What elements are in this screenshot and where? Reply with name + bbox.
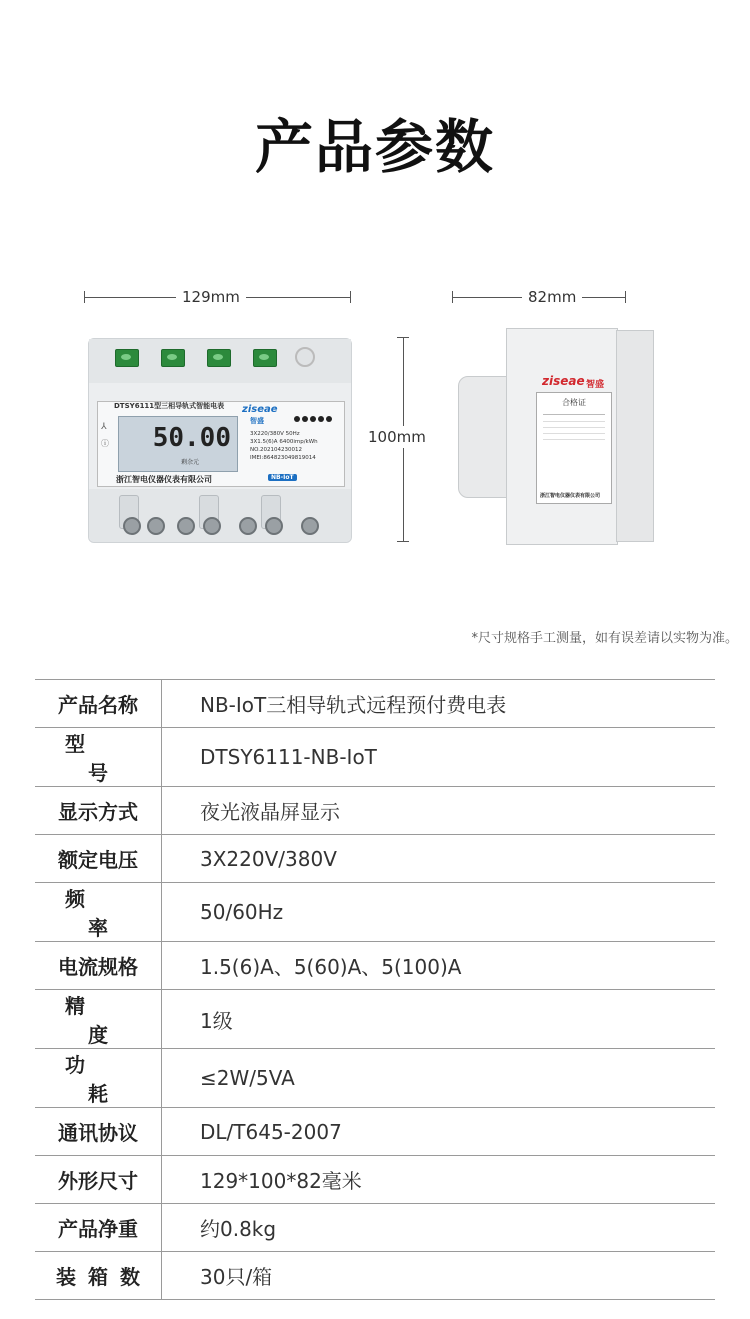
spec-value: 1.5(6)A、5(60)A、5(100)A	[200, 955, 462, 979]
spec-label: 装箱数	[56, 1265, 152, 1289]
phase-icon: ⅄	[101, 422, 107, 432]
meter-company: 浙江智电仪器仪表有限公司	[116, 475, 212, 484]
spec-value: DL/T645-2007	[200, 1119, 342, 1144]
meter-panel	[97, 401, 345, 487]
spec-label: 产品名称	[35, 680, 162, 728]
certificate-company: 浙江智电仪器仪表有限公司	[540, 493, 601, 499]
table-row	[35, 990, 715, 1049]
meter-spec-lines	[250, 430, 318, 462]
page-title: 产品参数	[254, 113, 495, 181]
spec-value: ≤2W/5VA	[200, 1066, 295, 1090]
table-row	[35, 883, 715, 942]
spec-value: 夜光液晶屏显示	[200, 800, 340, 824]
table-row	[35, 1156, 715, 1204]
meter-front-image	[88, 338, 352, 543]
table-row	[35, 728, 715, 787]
measurement-note: *尺寸规格手工测量，如有误差请以实物为准。	[471, 631, 738, 646]
spec-value: 129*100*82毫米	[200, 1169, 362, 1193]
meter-side-image	[458, 328, 652, 543]
spec-value: DTSY6111-NB-IoT	[200, 745, 377, 769]
depth-label: 82mm	[522, 288, 582, 306]
lcd-screen	[118, 416, 238, 472]
side-brand-cn: 智盛	[586, 380, 605, 390]
table-row	[35, 1252, 715, 1300]
spec-label: 频率	[65, 887, 154, 940]
table-row	[35, 835, 715, 883]
spec-label: 产品净重	[35, 1204, 162, 1252]
spec-value: 30只/箱	[200, 1265, 273, 1289]
height-label: 100mm	[364, 426, 430, 448]
spec-line: 3X220/380V 50Hz	[250, 431, 300, 437]
spec-label: 精度	[65, 994, 154, 1047]
spec-line: 3X1.5(6)A 6400imp/kWh	[250, 439, 318, 445]
table-divider-tail	[161, 1258, 162, 1280]
lcd-value: 50.00	[152, 423, 231, 453]
info-icon: ⓘ	[101, 439, 109, 448]
spec-label: 型号	[65, 732, 154, 785]
spec-value: 50/60Hz	[200, 900, 284, 924]
table-row	[35, 680, 715, 728]
meter-model-label: DTSY6111型三相导轨式智能电表	[114, 402, 225, 410]
spec-line: NO.202104230012	[250, 447, 302, 453]
spec-label: 显示方式	[35, 787, 162, 835]
spec-value: NB-IoT三相导轨式远程预付费电表	[200, 693, 507, 717]
table-row	[35, 1204, 715, 1252]
certificate-card	[536, 392, 612, 504]
certificate-title: 合格证	[562, 398, 586, 407]
spec-label: 功耗	[65, 1053, 154, 1106]
nb-iot-badge: NB-IoT	[268, 474, 297, 481]
spec-value: 1级	[200, 1008, 233, 1033]
spec-label: 电流规格	[35, 942, 162, 990]
spec-label: 通讯协议	[35, 1108, 162, 1156]
spec-value: 约0.8kg	[200, 1217, 277, 1241]
spec-label: 外形尺寸	[35, 1156, 162, 1204]
indicator-leds	[294, 407, 332, 426]
spec-value: 3X220V/380V	[200, 846, 337, 871]
table-row	[35, 942, 715, 990]
spec-table	[35, 679, 715, 1300]
side-brand-logo: ziseae	[542, 374, 585, 388]
spec-label: 额定电压	[35, 835, 162, 883]
table-row	[35, 787, 715, 835]
lcd-unit: 剩余元	[181, 459, 200, 466]
table-row	[35, 1108, 715, 1156]
spec-line: IMEI:864823049819014	[250, 455, 316, 461]
width-label: 129mm	[176, 288, 246, 306]
table-row	[35, 1049, 715, 1108]
brand-logo: ziseae	[242, 404, 278, 415]
brand-cn: 智盛	[250, 417, 264, 425]
